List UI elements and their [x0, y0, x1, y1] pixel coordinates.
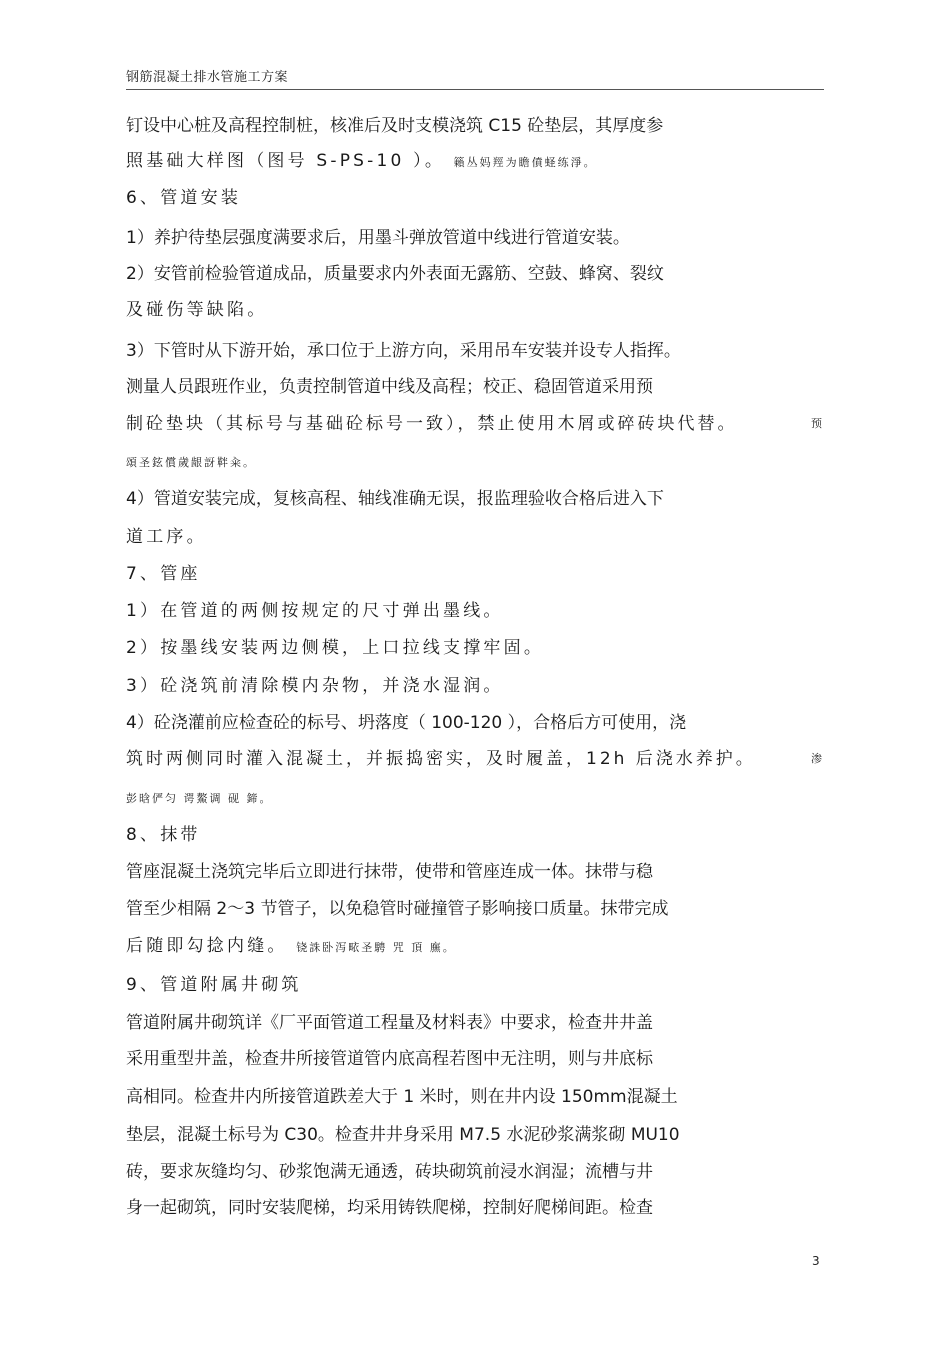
noise-text: 预	[811, 417, 824, 430]
body-line: 4）砼浇灌前应检查砼的标号、坍落度（ 100-120 ），合格后方可使用，浇	[126, 713, 687, 733]
body-line: 测量人员跟班作业，负责控制管道中线及高程；校正、稳固管道采用预	[126, 377, 653, 397]
noise-text: 籟丛妈羥为瞻僨蛏练淨。	[453, 156, 597, 169]
body-line: 2）安管前检验管道成品，质量要求内外表面无露筋、空鼓、蜂窝、裂纹	[126, 264, 664, 284]
body-line: 筑时两侧同时灌入混凝土，并振捣密实，及时履盖，12h 后浇水养护。 渗	[126, 749, 824, 769]
body-line: 2）按墨线安装两边侧模，上口拉线支撑牢固。	[126, 638, 545, 658]
section-heading: 6、管道安装	[126, 188, 242, 208]
body-line: 1）在管道的两侧按规定的尺寸弹出墨线。	[126, 601, 504, 621]
body-line: 制砼垫块（其标号与基础砼标号一致），禁止使用木屑或碎砖块代替。 预	[126, 414, 824, 434]
body-line: 3）砼浇筑前清除模内杂物，并浇水湿润。	[126, 676, 504, 696]
noise-line	[126, 450, 256, 474]
header-rule	[126, 89, 824, 90]
body-line: 后随即勾捻内缝。 铙誅卧泻畩圣騁 咒 頂 廡。	[126, 936, 456, 956]
body-line: 及碰伤等缺陷。	[126, 300, 268, 320]
body-line: 身一起砌筑，同时安装爬梯，均采用铸铁爬梯，控制好爬梯间距。检查	[126, 1198, 653, 1218]
section-heading: 8、抹带	[126, 825, 201, 845]
body-line: 垫层，混凝土标号为 C30。检查井井身采用 M7.5 水泥砂浆满浆砌 MU10	[126, 1125, 680, 1145]
noise-line	[126, 786, 273, 810]
body-line: 管座混凝土浇筑完毕后立即进行抹带，使带和管座连成一体。抹带与稳	[126, 862, 653, 882]
body-line: 管道附属井砌筑详《厂平面管道工程量及材料表》中要求，检查井井盖	[126, 1013, 653, 1033]
noise-text: 铙誅卧泻畩圣騁 咒 頂 廡。	[296, 941, 456, 954]
noise-text: 彭晗俨匀 谔鰲调 砚 鍗。	[126, 792, 273, 805]
section-heading: 7、管座	[126, 564, 201, 584]
body-line: 高相同。检查井内所接管道跌差大于 1 米时，则在井内设 150mm混凝土	[126, 1087, 678, 1107]
body-line: 照基础大样图（图号 S-PS-10 ）。 籟丛妈羥为瞻僨蛏练淨。	[126, 151, 597, 171]
noise-text: 頌圣鉉償歲龈訝靽籴。	[126, 456, 256, 469]
page-number: 3	[812, 1254, 820, 1268]
body-line: 1）养护待垫层强度满要求后，用墨斗弹放管道中线进行管道安装。	[126, 228, 630, 248]
body-line: 管至少相隔 2～3 节管子，以免稳管时碰撞管子影响接口质量。抹带完成	[126, 899, 669, 919]
section-heading: 9、管道附属井砌筑	[126, 975, 302, 995]
body-line: 3）下管时从下游开始，承口位于上游方向，采用吊车安装并设专人指挥。	[126, 341, 681, 361]
noise-text: 渗	[811, 752, 824, 765]
body-line: 采用重型井盖，检查井所接管道管内底高程若图中无注明，则与井底标	[126, 1049, 653, 1069]
body-line: 砖，要求灰缝均匀、砂浆饱满无通透，砖块砌筑前浸水润湿；流槽与井	[126, 1162, 653, 1182]
running-header: 钢筋混凝土排水管施工方案	[126, 70, 289, 85]
body-line: 道工序。	[126, 527, 207, 547]
body-line: 钉设中心桩及高程控制桩，核准后及时支模浇筑 C15 砼垫层，其厚度参	[126, 116, 664, 136]
body-line: 4）管道安装完成，复核高程、轴线准确无误，报监理验收合格后进入下	[126, 489, 664, 509]
